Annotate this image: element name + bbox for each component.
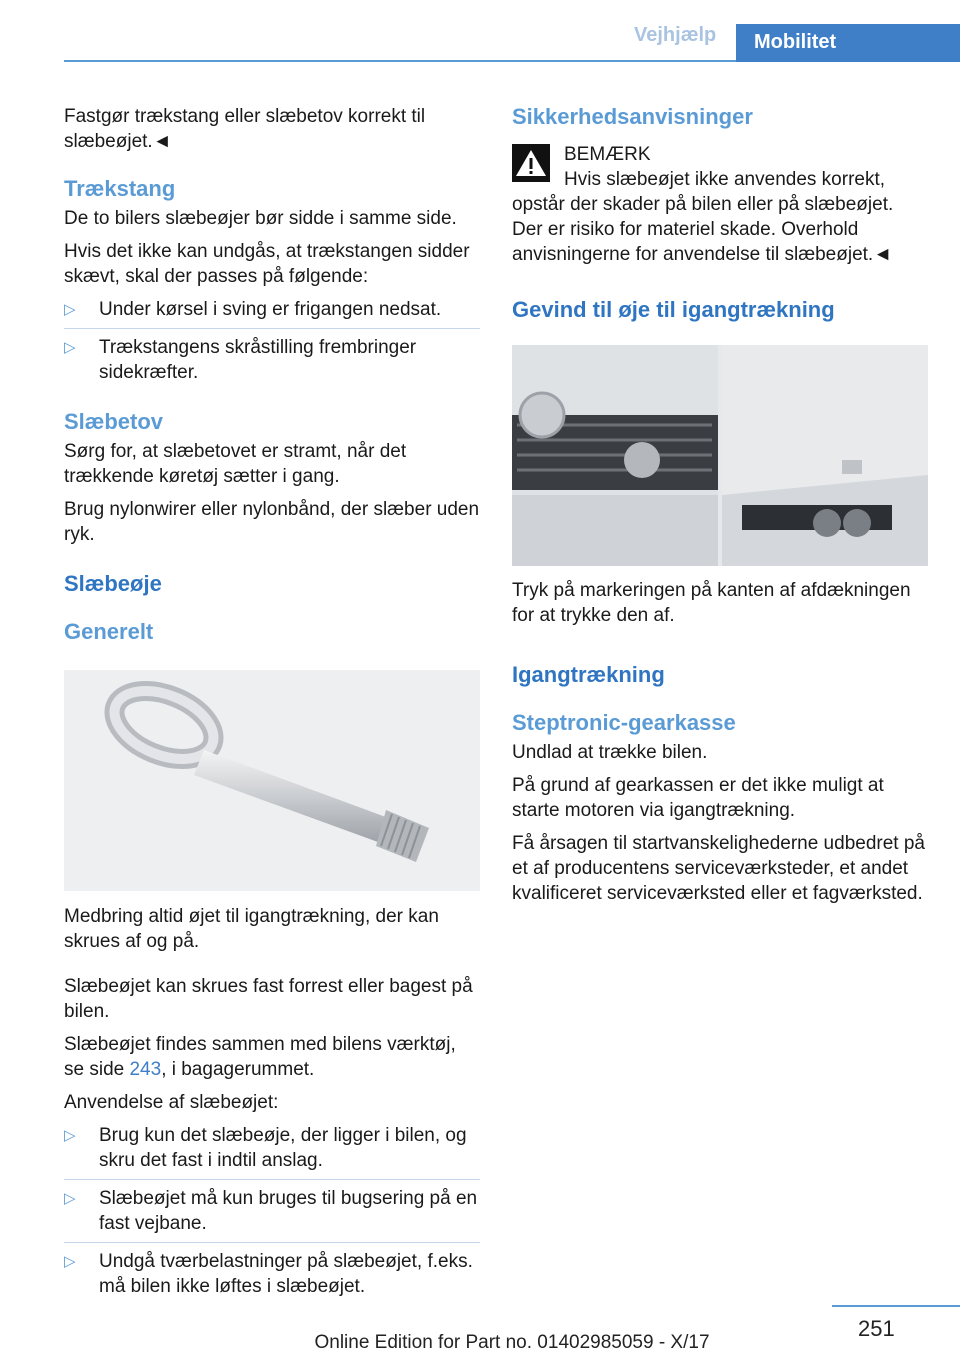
warning-icon: [512, 144, 550, 182]
heading-igangtraekning: Igangtrækning: [512, 662, 665, 687]
triangle-bullet-icon: ▷: [64, 301, 76, 318]
triangle-bullet-icon: ▷: [64, 1253, 76, 1270]
paragraph: Undlad at trække bilen.: [512, 742, 708, 763]
bumper-image: [512, 345, 928, 566]
paragraph: På grund af gearkassen er det ikke muligt at starte motoren via igangtrækning.: [512, 775, 884, 821]
triangle-bullet-icon: ▷: [64, 1190, 76, 1207]
list-item: ▷ Under kørsel i sving er frigangen nedsat.: [64, 299, 442, 320]
paragraph: Brug nylonwirer eller nylonbånd, der slæber uden ryk.: [64, 499, 480, 545]
tow-eye-image: [64, 670, 480, 891]
heading-slaebeoje: Slæbeøje: [64, 571, 162, 596]
edition-footer: Online Edition for Part no. 01402985059 - X/17: [314, 1332, 710, 1353]
heading-slaebetov: Slæbetov: [64, 409, 164, 434]
left-column: [64, 104, 480, 645]
heading-steptronic: Steptronic-gearkasse: [512, 710, 736, 735]
intro-paragraph: Fastgør trækstang eller slæbetov korrekt til slæbeøjet.◄: [64, 106, 426, 152]
note-text: Hvis slæbeøjet ikke anvendes korrekt, opstår der skader på bilen eller på slæbeøjet. Der er risiko for materiel skade. Overhold anvisningerne for anvendelse til slæbeøjet.◄: [512, 169, 894, 265]
paragraph: Medbring altid øjet til igangtrækning, der kan skrues af og på.: [64, 906, 439, 952]
footer-rule: [832, 1305, 960, 1307]
paragraph: De to bilers slæbeøjer bør sidde i samme side.: [64, 208, 457, 229]
paragraph: Anvendelse af slæbeøjet:: [64, 1092, 279, 1113]
list-item: ▷ Slæbeøjet må kun bruges til bugsering på en fast vejbane.: [64, 1188, 478, 1234]
heading-traekstang: Trækstang: [64, 176, 176, 201]
divider: [64, 1242, 480, 1243]
heading-generelt: Generelt: [64, 619, 154, 644]
page-number: 251: [858, 1316, 895, 1341]
list-item: ▷ Trækstangens skråstilling frembringer sidekræfter.: [64, 337, 417, 383]
tab-mobilitet[interactable]: Mobilitet: [736, 24, 960, 62]
tab-vejhjaelp[interactable]: Vejhjælp: [634, 24, 717, 46]
triangle-bullet-icon: ▷: [64, 1127, 76, 1144]
paragraph: Hvis det ikke kan undgås, at trækstangen sidder skævt, skal der passes på følgende:: [64, 241, 470, 287]
divider: [64, 1179, 480, 1180]
right-column-lower: [512, 578, 928, 914]
paragraph: Få årsagen til startvanskelighederne udbedret på et af producentens serviceværksteder, et andet kvalificeret serviceværksted eller et fagværksted.: [512, 833, 925, 904]
heading-sikkerhedsanvisninger: Sikkerhedsanvisninger: [512, 104, 753, 129]
heading-gevind: Gevind til øje til igangtrækning: [512, 297, 835, 322]
warning-note: [512, 142, 928, 267]
left-column-lower: [64, 904, 480, 1299]
paragraph: Tryk på markeringen på kanten af afdækningen for at trykke den af.: [512, 580, 911, 626]
page-link-243[interactable]: 243: [129, 1059, 162, 1080]
note-label: BEMÆRK: [564, 144, 651, 165]
right-column: [512, 104, 928, 323]
paragraph: Sørg for, at slæbetovet er stramt, når det trækkende køretøj sætter i gang.: [64, 441, 407, 487]
list-item: ▷ Undgå tværbelastninger på slæbeøjet, f.eks. må bilen ikke løftes i slæbeøjet.: [64, 1251, 473, 1297]
divider: [64, 328, 480, 329]
triangle-bullet-icon: ▷: [64, 339, 76, 356]
paragraph: Slæbeøjet kan skrues fast forrest eller bagest på bilen.: [64, 976, 473, 1022]
list-item: ▷ Brug kun det slæbeøje, der ligger i bilen, og skru det fast i indtil anslag.: [64, 1125, 467, 1171]
paragraph: Slæbeøjet findes sammen med bilens værktøj, se side 243, i bagagerummet.: [64, 1034, 456, 1080]
